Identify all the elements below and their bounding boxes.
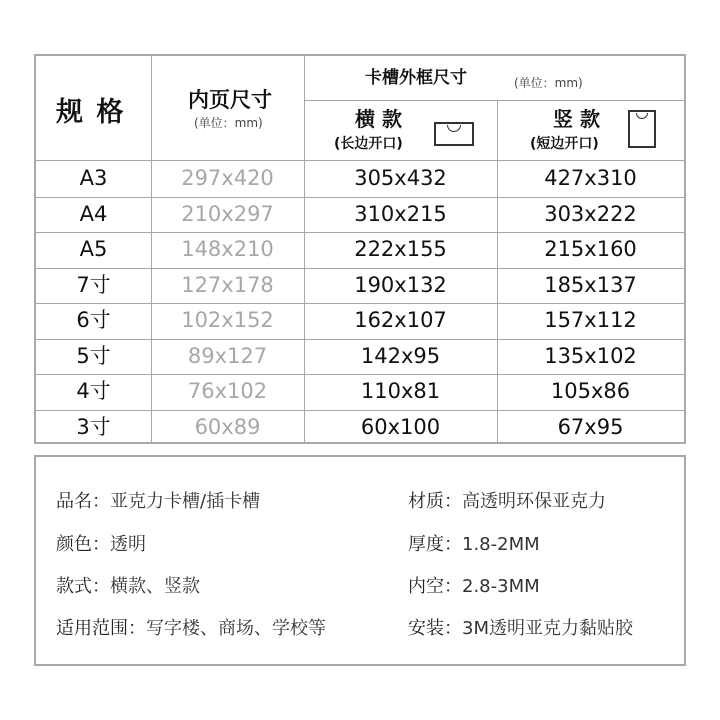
cell-spec: 3寸 bbox=[76, 414, 111, 439]
info-label: 适用范围： bbox=[56, 618, 146, 639]
cell-horizontal-size: 60x100 bbox=[360, 414, 441, 439]
vertical-slot-icon bbox=[628, 110, 656, 148]
header-horizontal: 横 款 bbox=[355, 107, 402, 131]
cell-spec: A4 bbox=[79, 201, 108, 226]
cell-inner-size: 127x178 bbox=[181, 272, 274, 297]
cell-spec: A5 bbox=[79, 237, 108, 261]
cell-horizontal-size: 110x81 bbox=[360, 379, 441, 403]
info-label: 厚度： bbox=[408, 534, 462, 555]
header-inner-size: 内页尺寸 bbox=[188, 88, 272, 112]
info-style bbox=[56, 572, 200, 598]
info-inner-space bbox=[408, 572, 540, 598]
info-label: 款式： bbox=[56, 576, 110, 597]
cell-inner-size: 210x297 bbox=[181, 201, 274, 226]
header-vertical-sub: (短边开口) bbox=[530, 136, 599, 152]
cell-vertical-size: 67x95 bbox=[557, 414, 624, 439]
cell-inner-size: 297x420 bbox=[181, 166, 274, 190]
info-material bbox=[408, 487, 606, 513]
cell-inner-size: 148x210 bbox=[181, 237, 274, 261]
table-row bbox=[36, 232, 684, 268]
info-value: 透明 bbox=[110, 534, 146, 555]
table-row bbox=[36, 161, 684, 197]
spec-table bbox=[34, 54, 686, 444]
table-row bbox=[36, 303, 684, 339]
table-row bbox=[36, 339, 684, 375]
info-value: 1.8-2MM bbox=[462, 534, 540, 555]
cell-horizontal-size: 305x432 bbox=[354, 166, 447, 190]
table-row bbox=[36, 374, 684, 410]
cell-vertical-size: 135x102 bbox=[544, 343, 637, 368]
product-info-box bbox=[34, 455, 686, 666]
cell-horizontal-size: 310x215 bbox=[354, 201, 447, 226]
cell-inner-size: 76x102 bbox=[187, 379, 268, 403]
divider bbox=[304, 100, 684, 101]
cell-spec: 7寸 bbox=[76, 272, 111, 297]
info-product-name bbox=[56, 487, 260, 513]
info-label: 材质： bbox=[408, 491, 462, 512]
table-header bbox=[36, 56, 684, 161]
info-label: 颜色： bbox=[56, 534, 110, 555]
table-row bbox=[36, 268, 684, 304]
info-value: 2.8-3MM bbox=[462, 576, 540, 597]
info-scope bbox=[56, 614, 326, 640]
cell-vertical-size: 427x310 bbox=[544, 166, 637, 190]
info-color bbox=[56, 530, 146, 556]
cell-vertical-size: 185x137 bbox=[544, 272, 637, 297]
info-value: 亚克力卡槽/插卡槽 bbox=[110, 491, 261, 512]
header-frame-unit: (单位：mm) bbox=[514, 76, 583, 90]
cell-vertical-size: 157x112 bbox=[544, 308, 637, 332]
info-value: 高透明环保亚克力 bbox=[462, 491, 606, 512]
header-horizontal-sub: (长边开口) bbox=[334, 136, 403, 152]
header-vertical: 竖 款 bbox=[553, 107, 600, 131]
header-inner-unit: (单位：mm) bbox=[194, 116, 263, 130]
info-value: 横款、竖款 bbox=[110, 576, 200, 597]
cell-spec: 5寸 bbox=[76, 343, 111, 368]
cell-spec: 6寸 bbox=[76, 308, 111, 332]
cell-spec: A3 bbox=[79, 166, 108, 190]
info-label: 品名： bbox=[56, 491, 110, 512]
info-thickness bbox=[408, 530, 540, 556]
info-value: 写字楼、商场、学校等 bbox=[146, 618, 326, 639]
info-label: 内空： bbox=[408, 576, 462, 597]
horizontal-slot-icon bbox=[434, 122, 474, 146]
cell-horizontal-size: 222x155 bbox=[354, 237, 447, 261]
cell-vertical-size: 215x160 bbox=[544, 237, 637, 261]
table-row bbox=[36, 410, 684, 446]
table-row bbox=[36, 197, 684, 233]
cell-inner-size: 89x127 bbox=[187, 343, 268, 368]
cell-spec: 4寸 bbox=[76, 379, 111, 403]
cell-horizontal-size: 190x132 bbox=[354, 272, 447, 297]
cell-inner-size: 102x152 bbox=[181, 308, 274, 332]
info-install bbox=[408, 614, 633, 640]
cell-vertical-size: 303x222 bbox=[544, 201, 637, 226]
cell-horizontal-size: 142x95 bbox=[360, 343, 441, 368]
cell-vertical-size: 105x86 bbox=[550, 379, 631, 403]
info-label: 安装： bbox=[408, 618, 462, 639]
header-frame-size: 卡槽外框尺寸 bbox=[365, 68, 467, 88]
header-spec: 规 格 bbox=[56, 97, 126, 128]
cell-horizontal-size: 162x107 bbox=[354, 308, 447, 332]
cell-inner-size: 60x89 bbox=[194, 414, 261, 439]
info-value: 3M透明亚克力黏贴胶 bbox=[462, 618, 633, 639]
